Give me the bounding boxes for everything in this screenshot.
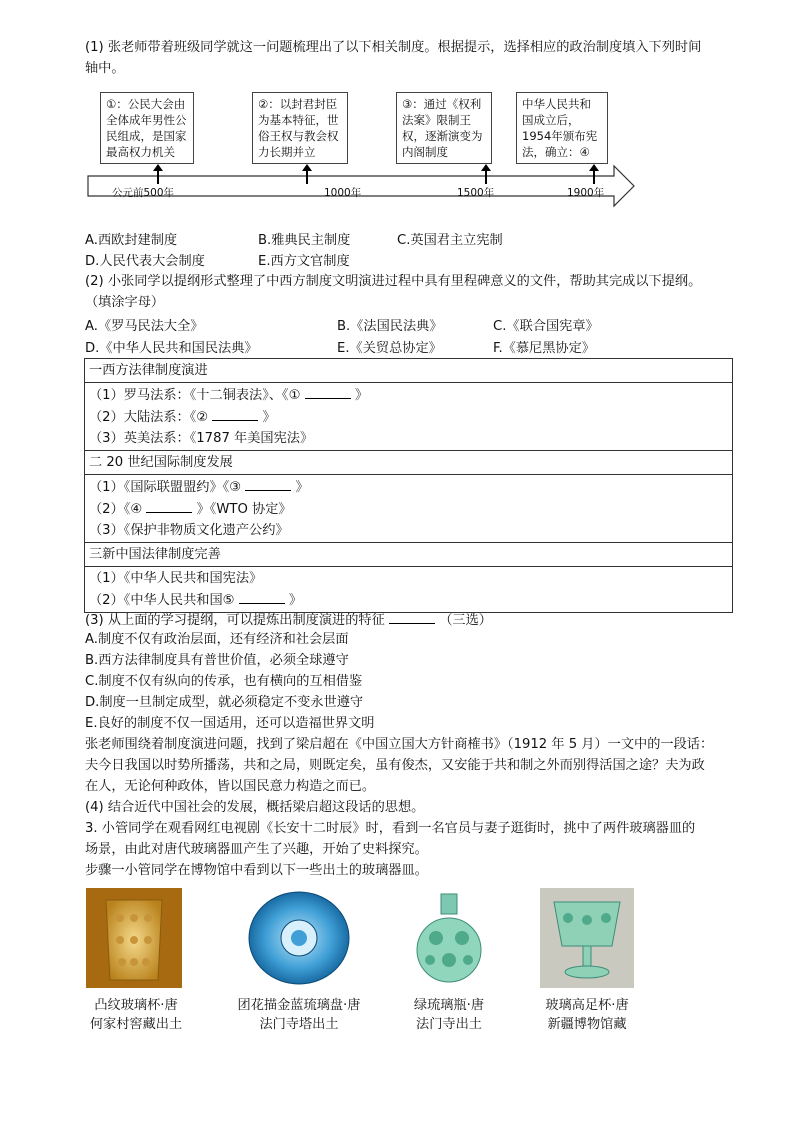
- timeline-box-2: ②：以封君封臣为基本特征，世俗王权与教会权力长期并立: [252, 92, 348, 164]
- artifact-caption-4: 玻璃高足杯·唐 新疆博物馆藏: [545, 998, 629, 1032]
- q1-option-b: B.雅典民主制度: [258, 233, 351, 248]
- artifact-image-4: [540, 888, 634, 988]
- timeline-box-1: ①：公民大会由全体成年男性公民组成，是国家最高权力机关: [100, 92, 194, 164]
- outline-row: （3）《保护非物质文化遗产公约》: [89, 523, 289, 538]
- artifact-image-1: [86, 888, 182, 988]
- artifact-caption-3: 绿琉璃瓶·唐 法门寺出土: [413, 998, 485, 1032]
- answer-blank-q3[interactable]: [389, 609, 435, 624]
- passage-line3: 在人，无论何种政体，皆以国民意力构造之而已。: [85, 779, 376, 794]
- outline-row: （1）《中华人民共和国宪法》: [89, 571, 263, 586]
- outline-row: （2）大陆法系：《② 》: [89, 406, 728, 428]
- q3-option-c: C.制度不仅有纵向的传承，也有横向的互相借鉴: [85, 674, 363, 689]
- outline-section-1-title: 一西方法律制度演进: [85, 359, 733, 383]
- q5-line3: 步骤一小管同学在博物馆中看到以下一些出土的玻璃器皿。: [85, 863, 428, 878]
- timeline-box-3: ③：通过《权利法案》限制王权，逐渐演变为内阁制度: [396, 92, 492, 164]
- outline-section-2-title: 二 20 世纪国际制度发展: [85, 451, 733, 475]
- q3-option-b: B.西方法律制度具有普世价值，必须全球遵守: [85, 653, 349, 668]
- q5-line1: 3. 小管同学在观看网红电视剧《长安十二时辰》时，看到一名官员与妻子逛街时，挑中了两件玻璃器皿的: [85, 821, 696, 836]
- outline-row: （1）《国际联盟盟约》《③ 》: [89, 476, 728, 498]
- q2-option-c: C.《联合国宪章》: [493, 319, 599, 334]
- q1-option-e: E.西方文官制度: [258, 254, 350, 269]
- answer-blank-2[interactable]: [212, 406, 258, 421]
- q2-option-a: A.《罗马民法大全》: [85, 319, 204, 334]
- outline-section-1-body: [85, 383, 733, 451]
- timeline-label-2: 1000年: [324, 187, 362, 199]
- outline-section-3-body: [85, 567, 733, 613]
- timeline-label-1: 公元前500年: [112, 187, 175, 199]
- q4-text: (4) 结合近代中国社会的发展，概括梁启超这段话的思想。: [85, 800, 425, 815]
- q2-intro-line2: （填涂字母）: [85, 295, 165, 310]
- answer-blank-1[interactable]: [305, 384, 351, 399]
- q3-option-a: A.制度不仅有政治层面，还有经济和社会层面: [85, 632, 349, 647]
- q2-option-f: F.《慕尼黑协定》: [493, 341, 595, 356]
- answer-blank-4[interactable]: [146, 498, 192, 513]
- q5-line2: 场景，由此对唐代玻璃器皿产生了兴趣，开始了史料探究。: [85, 842, 428, 857]
- outline-row: （2）《④ 》《WTO 协定》: [89, 498, 728, 520]
- outline-row: （2）《中华人民共和国⑤ 》: [89, 589, 728, 611]
- outline-row: （3）英美法系：《1787 年美国宪法》: [89, 431, 314, 446]
- q2-option-d: D.《中华人民共和国民法典》: [85, 341, 258, 356]
- q1-option-d: D.人民代表大会制度: [85, 254, 205, 269]
- outline-section-2-body: [85, 475, 733, 543]
- timeline-tick-2: [306, 170, 308, 184]
- q3-option-e: E.良好的制度不仅一国适用，还可以造福世界文明: [85, 716, 375, 731]
- timeline-tick-3: [485, 170, 487, 184]
- q1-intro-line1: (1) 张老师带着班级同学就这一问题梳理出了以下相关制度。根据提示，选择相应的政治制度填入下列时间: [85, 40, 702, 55]
- answer-blank-5[interactable]: [239, 589, 285, 604]
- timeline-tick-4: [593, 170, 595, 184]
- artifact-caption-1: 凸纹玻璃杯·唐 何家村窖藏出土: [89, 998, 183, 1032]
- q2-option-b: B.《法国民法典》: [337, 319, 443, 334]
- timeline-box-4: 中华人民共和国成立后，1954年颁布宪法，确立：④: [516, 92, 608, 164]
- artifact-caption-2: 团花描金蓝琉璃盘·唐 法门寺塔出土: [237, 998, 361, 1032]
- q1-intro-line2: 轴中。: [85, 61, 125, 76]
- q2-option-e: E.《关贸总协定》: [337, 341, 442, 356]
- q1-option-a: A.西欧封建制度: [85, 233, 178, 248]
- artifact-image-2: [246, 888, 352, 988]
- artifact-image-3: [406, 888, 492, 988]
- timeline-label-4: 1900年: [567, 187, 605, 199]
- passage-line1: 张老师围绕着制度演进问题，找到了梁启超在《中国立国大方针商榷书》（1912 年 5 月）一文中的一段话：: [85, 737, 714, 752]
- timeline-label-3: 1500年: [457, 187, 495, 199]
- passage-line2: 夫今日我国以时势所播荡，共和之局，则既定矣，虽有俊杰，又安能于共和制之外而别得活国之途？夫为政: [85, 758, 705, 773]
- outline-table: [84, 358, 733, 613]
- outline-section-3-title: 三新中国法律制度完善: [85, 543, 733, 567]
- timeline-tick-1: [157, 170, 159, 184]
- q2-intro-line1: (2) 小张同学以提纲形式整理了中西方制度文明演进过程中具有里程碑意义的文件，帮助其完成以下提纲。: [85, 274, 702, 289]
- outline-row: （1）罗马法系：《十二铜表法》、《① 》: [89, 384, 728, 406]
- answer-blank-3[interactable]: [245, 476, 291, 491]
- q3-intro: (3) 从上面的学习提纲，可以提炼出制度演进的特征 （三选）: [85, 609, 492, 630]
- q3-option-d: D.制度一旦制定成型，就必须稳定不变永世遵守: [85, 695, 364, 710]
- q1-option-c: C.英国君主立宪制: [397, 233, 503, 248]
